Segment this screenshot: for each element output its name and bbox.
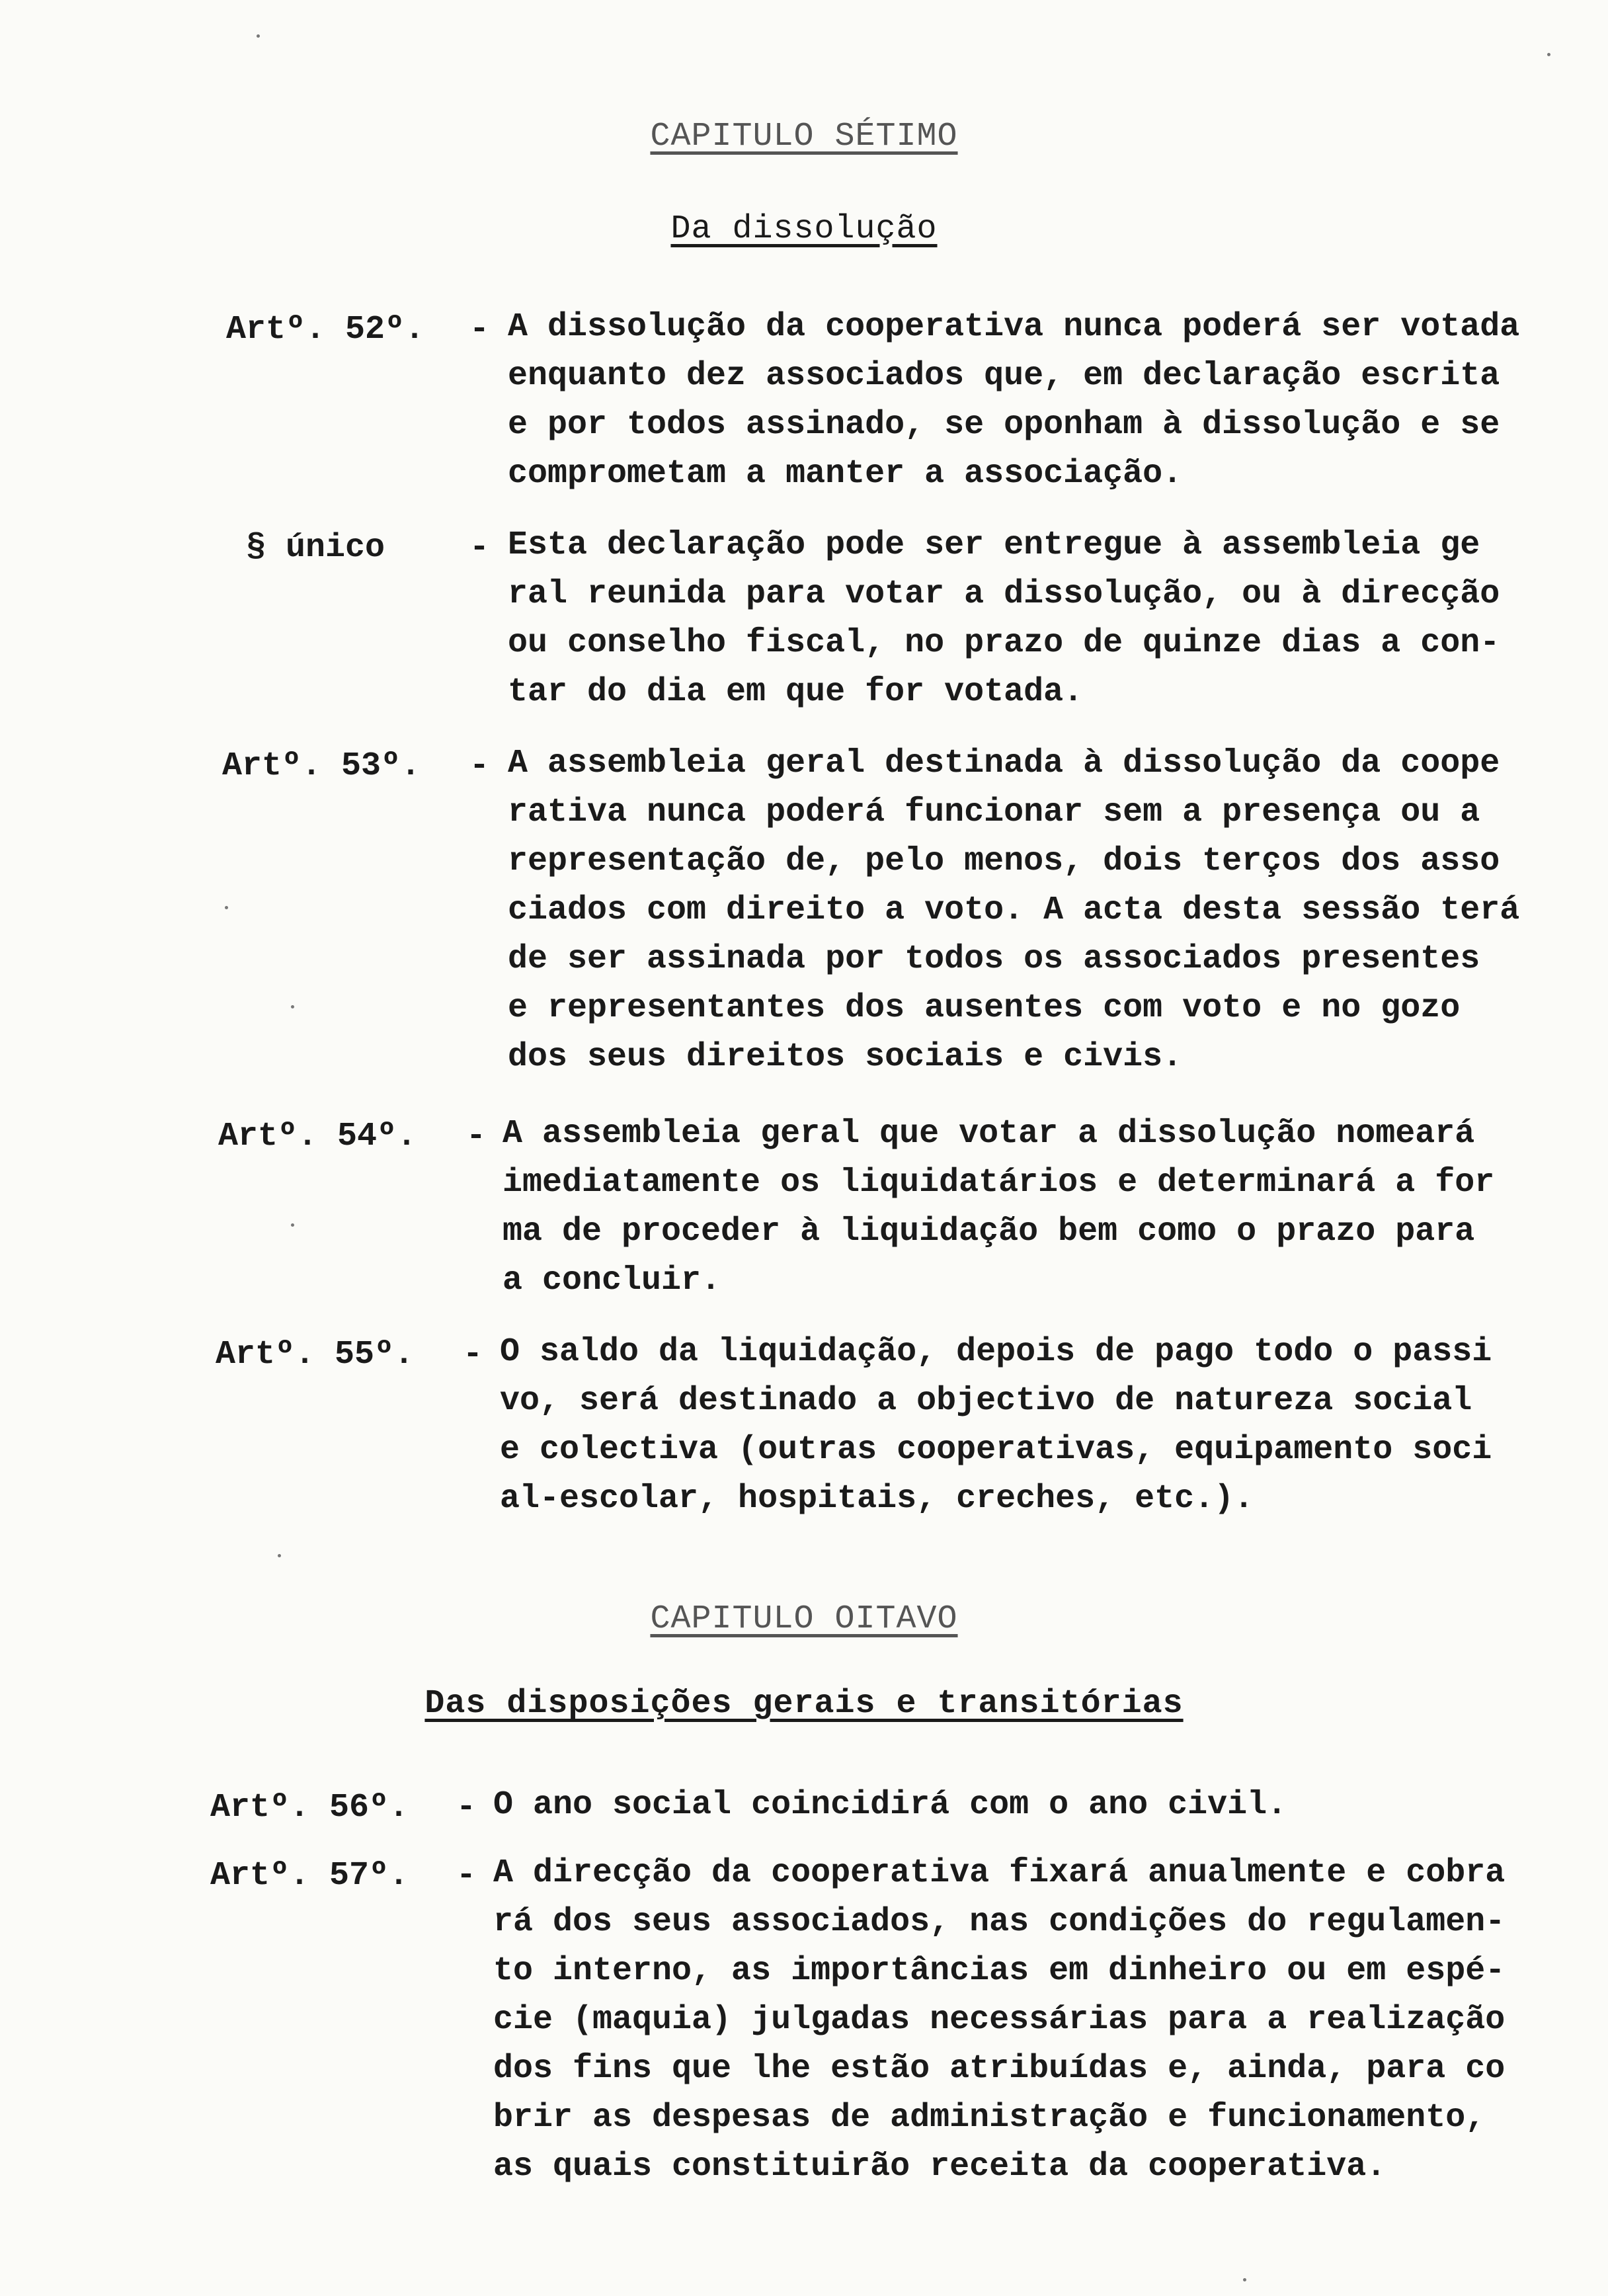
scan-speck: [1243, 2278, 1246, 2281]
article-label: Artº. 52º.: [226, 311, 425, 348]
scan-speck: [291, 1223, 294, 1227]
article-text: A assembleia geral destinada à dissolução da coope rativa nunca poderá funcionar sem a presença ou a representação de, pelo menos, dois terços dos asso ciados com direito a voto. A acta desta sessão terá de ser assinada por todos os associados presentes e representantes dos ausentes com voto e no gozo dos seus direitos sociais e civis.: [508, 745, 1520, 1076]
chapter-eight-subtitle: Das disposições gerais e transitórias: [424, 1685, 1184, 1723]
scan-speck: [257, 34, 260, 38]
scan-speck: [1547, 53, 1550, 56]
article-label: Artº. 56º.: [210, 1789, 409, 1826]
article-dash: -: [469, 747, 490, 785]
scan-speck: [278, 1554, 281, 1557]
article-label: § único: [246, 529, 385, 567]
scan-speck: [291, 1005, 294, 1008]
article-dash: -: [469, 311, 490, 348]
article-text: A assembleia geral que votar a dissolução nomeará imediatamente os liquidatários e determinará a for ma de proceder à liquidação bem como o prazo para a concluir.: [502, 1115, 1495, 1299]
article-dash: -: [456, 1789, 477, 1826]
scan-speck: [225, 906, 228, 909]
article-dash: -: [469, 529, 490, 567]
article-dash: -: [456, 1857, 477, 1895]
article-label: Artº. 55º.: [216, 1336, 415, 1374]
article-label: Artº. 54º.: [218, 1118, 417, 1155]
article-text: A direcção da cooperativa fixará anualmente e cobra rá dos seus associados, nas condições do regulamen- to interno, as importâncias em dinheiro ou em espé- cie (maquia) julgadas necessárias para a realização dos fins que lhe estão atribuídas e, ainda, para co brir as despesas de administração e funcionamento, as quais constituirão receita da cooperativa.: [493, 1854, 1506, 2186]
article-label: Artº. 53º.: [222, 747, 421, 785]
article-text: A dissolução da cooperativa nunca poderá ser votada enquanto dez associados que, em declaração escrita e por todos assinado, se oponham à dissolução e se comprometam a manter a associação.: [508, 308, 1520, 493]
article-label: Artº. 57º.: [210, 1857, 409, 1895]
article-text: O saldo da liquidação, depois de pago todo o passi vo, será destinado a objectivo de natureza social e colectiva (outras cooperativas, equipamento soci al-escolar, hospitais, creches, etc.).: [500, 1333, 1492, 1518]
article-dash: -: [463, 1336, 483, 1374]
article-text: O ano social coincidirá com o ano civil.: [493, 1786, 1287, 1824]
chapter-seven-subtitle: Da dissolução: [670, 210, 938, 248]
chapter-eight-title: CAPITULO OITAVO: [650, 1600, 958, 1638]
article-text: Esta declaração pode ser entregue à assembleia ge ral reunida para votar a dissolução, ou à direcção ou conselho fiscal, no prazo de quinze dias a con- tar do dia em que for votada.: [508, 526, 1500, 711]
article-dash: -: [466, 1118, 487, 1155]
chapter-seven-title: CAPITULO SÉTIMO: [650, 118, 958, 155]
